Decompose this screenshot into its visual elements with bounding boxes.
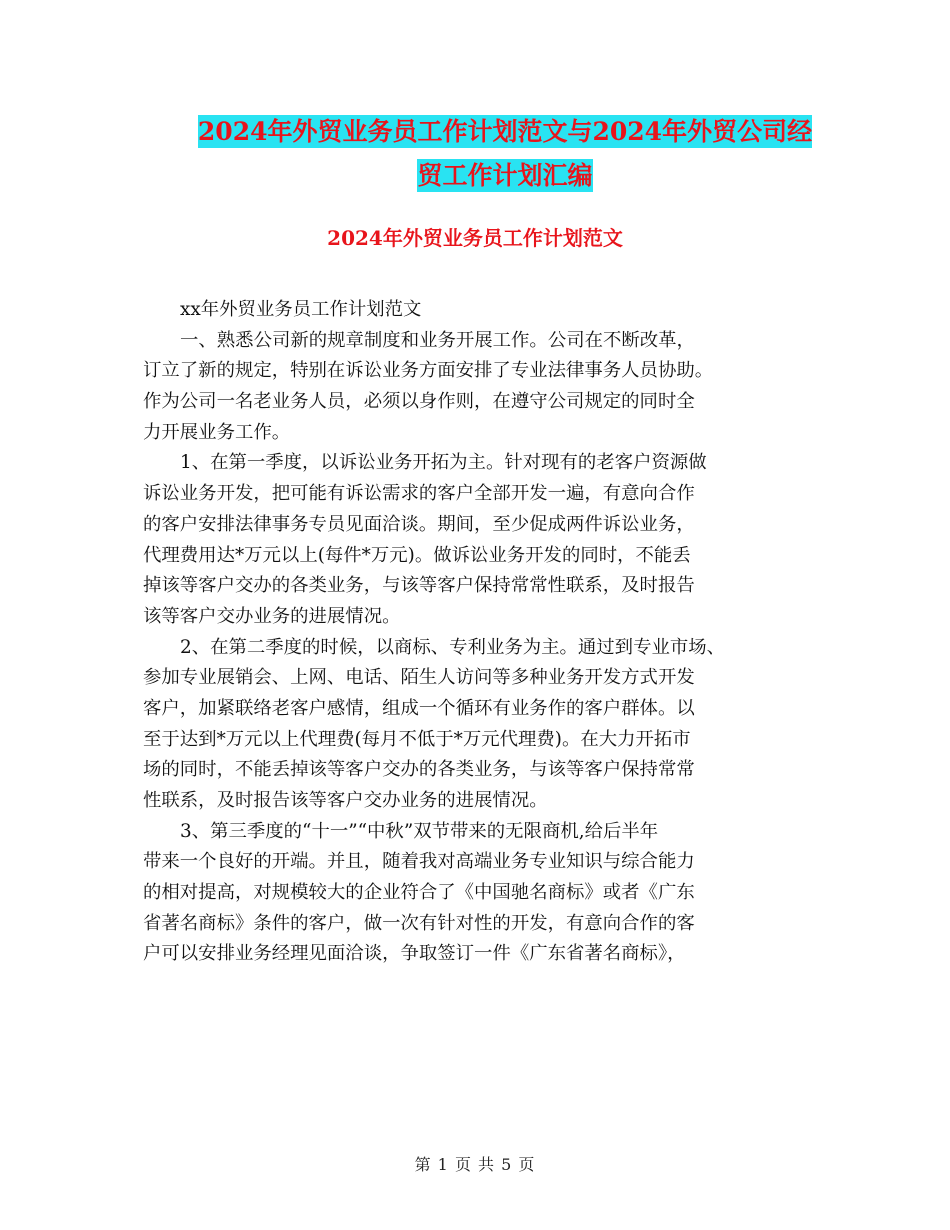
text-line: 带来一个良好的开端。并且，随着我对高端业务专业知识与综合能力 <box>143 851 695 873</box>
text-line: 客户，加紧联络老客户感情，组成一个循环有业务作的客户群体。以 <box>143 697 695 719</box>
document-title-line2: 贸工作计划汇编 <box>417 161 593 190</box>
text-line: 省著名商标》条件的客户，做一次有针对性的开发，有意向合作的客 <box>143 912 695 934</box>
text-line: 掉该等客户交办的各类业务，与该等客户保持常常性联系，及时报告 <box>143 575 695 597</box>
text-line: 3、第三季度的“十一”“中秋”双节带来的无限商机,给后半年 <box>180 820 659 842</box>
document-body <box>143 295 823 970</box>
text-line: 力开展业务工作。 <box>143 421 291 443</box>
text-line: 该等客户交办业务的进展情况。 <box>143 605 401 627</box>
text-line: 的相对提高，对规模较大的企业符合了《中国驰名商标》或者《广东 <box>143 882 695 904</box>
text-line: 至于达到*万元以上代理费(每月不低于*万元代理费)。在大力开拓市 <box>143 728 691 750</box>
text-line: 2、在第二季度的时候，以商标、专利业务为主。通过到专业市场、 <box>180 636 726 658</box>
text-line: 订立了新的规定，特别在诉讼业务方面安排了专业法律事务人员协助。 <box>143 360 714 382</box>
text-line: 作为公司一名老业务人员，必须以身作则，在遵守公司规定的同时全 <box>143 391 695 413</box>
text-line: 代理费用达*万元以上(每件*万元)。做诉讼业务开发的同时，不能丢 <box>143 544 691 566</box>
section-title: 2024年外贸业务员工作计划范文 <box>327 226 623 250</box>
document-title <box>185 110 825 198</box>
text-line: 户可以安排业务经理见面洽谈，争取签订一件《广东省著名商标》， <box>143 943 686 965</box>
text-line: 一、熟悉公司新的规章制度和业务开展工作。公司在不断改革， <box>180 329 695 351</box>
document-title-line1: 2024年外贸业务员工作计划范文与2024年外贸公司经 <box>197 117 813 146</box>
text-line: xx年外贸业务员工作计划范文 <box>180 299 422 320</box>
page-footer: 第 1 页 共 5 页 <box>414 1155 536 1174</box>
text-line: 场的同时，不能丢掉该等客户交办的各类业务，与该等客户保持常常 <box>143 759 695 781</box>
text-line: 1、在第一季度，以诉讼业务开拓为主。针对现有的老客户资源做 <box>180 452 707 474</box>
text-line: 性联系，及时报告该等客户交办业务的进展情况。 <box>143 790 548 811</box>
text-line: 的客户安排法律事务专员见面洽谈。期间，至少促成两件诉讼业务， <box>143 513 695 535</box>
text-line: 诉讼业务开发，把可能有诉讼需求的客户全部开发一遍，有意向合作 <box>143 483 695 505</box>
text-line: 参加专业展销会、上网、电话、陌生人访问等多种业务开发方式开发 <box>143 667 695 689</box>
